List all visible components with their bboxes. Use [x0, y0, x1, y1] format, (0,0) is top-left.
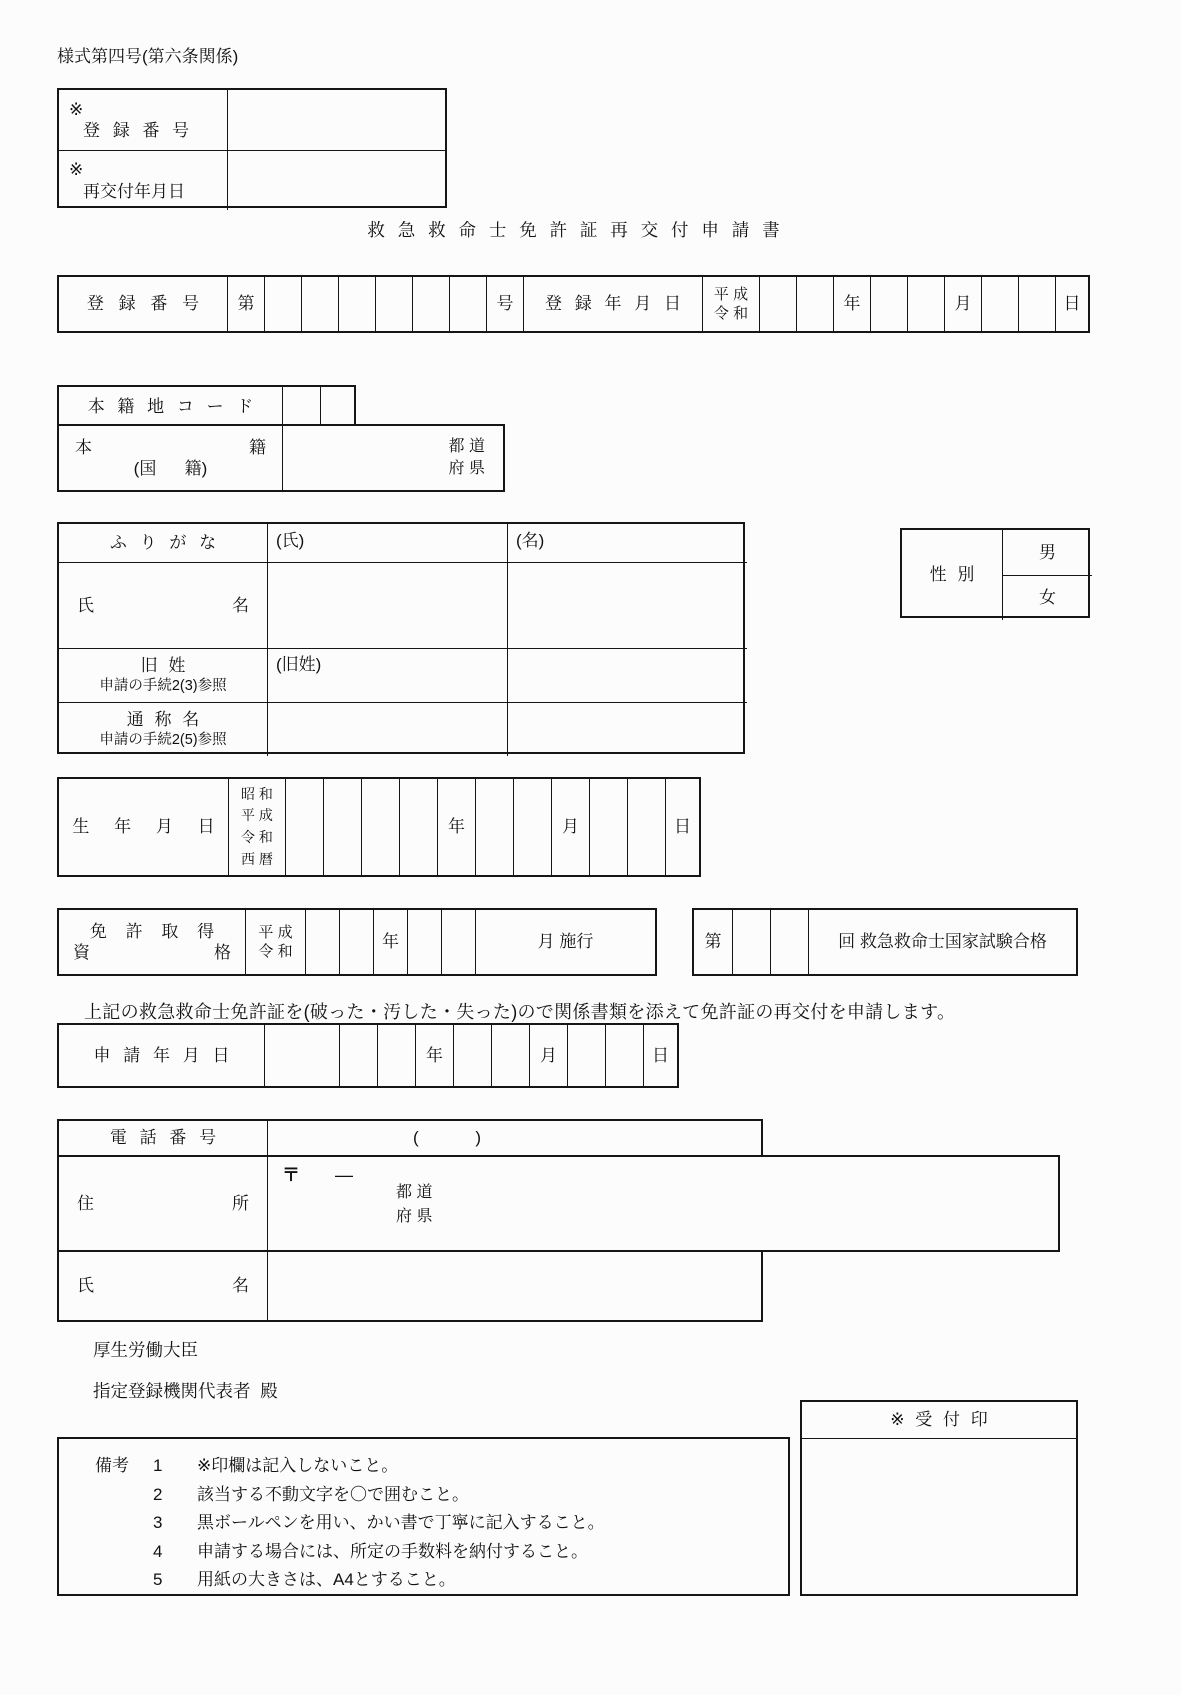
phone-row — [57, 1119, 763, 1157]
digit-cell — [589, 779, 627, 875]
digit-cell — [907, 277, 944, 331]
digit-cell — [441, 910, 475, 974]
sex-option-male — [1002, 530, 1092, 575]
name-mei-input-cell — [507, 562, 747, 648]
application-date-label: 申 請 年 月 日 — [93, 1045, 230, 1065]
license-era-cell — [245, 910, 305, 974]
era-cell — [702, 277, 759, 331]
office-registration-label: 登 録 番 号 — [83, 121, 190, 140]
sex-label: 性 別 — [929, 565, 975, 585]
oldname-ref: 申請の手続2(3)参照 — [99, 677, 227, 694]
notes-spacer — [95, 1566, 153, 1595]
license-label-cell — [59, 910, 245, 974]
digit-cell — [407, 910, 441, 974]
prefecture-label-line2: 府 県 — [396, 1208, 433, 1225]
prefecture-label-line2: 府 県 — [448, 460, 485, 477]
phone-value: ( ) — [413, 1128, 481, 1148]
digit-cell — [323, 779, 361, 875]
era-showa: 昭 和 — [241, 785, 273, 802]
note-number: 3 — [153, 1513, 163, 1532]
office-reissue-value-cell — [227, 150, 445, 210]
sex-label-cell — [902, 530, 1002, 620]
year-label: 年 — [843, 294, 861, 314]
male-label: 男 — [1039, 542, 1056, 562]
notes-spacer — [95, 1509, 153, 1538]
domicile-value-cell — [282, 426, 503, 490]
sei-header: (氏) — [276, 531, 305, 550]
name-sei-input-cell — [267, 562, 507, 648]
furigana-mei-cell — [507, 524, 747, 562]
note-number: 1 — [153, 1456, 163, 1475]
notes-label: 備考 — [95, 1456, 129, 1475]
note-number: 5 — [153, 1570, 163, 1589]
applicant-name-label-right: 名 — [232, 1276, 249, 1296]
digit-cell — [399, 779, 437, 875]
digit-cell — [513, 779, 551, 875]
note-text: 申請する場合には、所定の手数料を納付すること。 — [197, 1541, 588, 1561]
applicant-name-value-cell — [267, 1252, 761, 1320]
mei-header: (名) — [516, 531, 545, 550]
year-label: 年 — [382, 932, 399, 952]
office-reissue-label-cell — [59, 150, 227, 210]
notes-spacer — [95, 1538, 153, 1567]
registration-label: 登 録 番 号 — [86, 294, 200, 314]
phone-value-cell — [267, 1121, 761, 1155]
prefecture-label-line1: 都 道 — [448, 438, 485, 456]
digit-cell — [732, 910, 770, 974]
note-text: ※印欄は記入しないこと。 — [197, 1456, 399, 1475]
digit-cell — [627, 779, 665, 875]
name-label-right: 名 — [232, 595, 249, 615]
year-label: 年 — [448, 817, 465, 837]
female-label: 女 — [1039, 588, 1056, 608]
stamp-header — [802, 1402, 1076, 1439]
prefecture-label-line1: 都 道 — [396, 1184, 433, 1201]
digit-cell — [475, 779, 513, 875]
phone-label: 電 話 番 号 — [109, 1128, 217, 1148]
registration-number-row — [57, 275, 1090, 333]
license-label-left: 資 — [73, 943, 90, 962]
asterisk-mark: ※ — [69, 160, 84, 180]
stamp-label: ※ 受 付 印 — [890, 1410, 988, 1430]
digit-cell — [282, 387, 320, 426]
name-label-left: 氏 — [77, 595, 94, 615]
birth-date-row — [57, 777, 701, 877]
sex-box — [900, 528, 1090, 618]
note-number: 2 — [153, 1484, 163, 1504]
digit-cell — [981, 277, 1018, 331]
note-text: 黒ボールペンを用い、かい書で丁寧に記入すること。 — [197, 1513, 605, 1532]
birth-era-cell — [228, 779, 285, 875]
year-label: 年 — [426, 1045, 443, 1065]
applicant-name-label-left: 氏 — [77, 1276, 94, 1296]
digit-cell — [375, 277, 412, 331]
office-reissue-label: 再交付年月日 — [83, 181, 185, 201]
era-heisei: 平 成 — [241, 807, 273, 824]
day-label: 日 — [674, 817, 691, 837]
furigana-label-cell — [59, 524, 267, 562]
month-label: 月 — [540, 1045, 557, 1065]
birth-label: 生 年 月 日 — [72, 817, 215, 837]
digit-cell — [339, 1025, 377, 1086]
digit-cell — [377, 1025, 415, 1086]
sex-option-female — [1002, 575, 1092, 620]
digit-cell — [338, 277, 375, 331]
domicile-label-left: 本 — [75, 437, 92, 457]
national-exam-box — [692, 908, 1078, 976]
domicile-label-cell — [59, 426, 282, 490]
digit-cell — [870, 277, 907, 331]
address-label-left: 住 — [77, 1193, 94, 1213]
alias-label: 通 称 名 — [126, 710, 200, 730]
asterisk-mark: ※ — [69, 99, 84, 119]
number-suffix: 号 — [496, 294, 514, 314]
reception-stamp-box — [800, 1400, 1078, 1596]
month-label: 月 — [562, 817, 579, 837]
digit-cell — [301, 277, 338, 331]
name-table — [57, 522, 745, 754]
digit-cell — [320, 387, 354, 426]
domicile-row — [57, 424, 505, 492]
postal-mark-icon: 〒 — [282, 1165, 300, 1185]
month-enforce-label: 月 施行 — [537, 932, 594, 952]
office-registration-label-cell — [59, 90, 227, 150]
exam-prefix: 第 — [704, 932, 722, 952]
era-reiwa: 令 和 — [713, 305, 749, 322]
day-label: 日 — [652, 1045, 669, 1065]
address-row — [57, 1155, 1060, 1252]
domicile-code-row — [57, 385, 356, 426]
alias-ref: 申請の手続2(5)参照 — [99, 731, 227, 748]
era-blank-cell — [264, 1025, 339, 1086]
furigana-label: ふ り が な — [109, 533, 217, 553]
digit-cell — [491, 1025, 529, 1086]
registration-date-label: 登 録 年 月 日 — [545, 294, 681, 314]
digit-cell — [305, 910, 339, 974]
application-date-row — [57, 1023, 679, 1088]
stamp-area — [802, 1439, 1076, 1596]
notes-box — [57, 1437, 790, 1596]
oldname-label: 旧 姓 — [140, 656, 186, 676]
digit-cell — [361, 779, 399, 875]
digit-cell — [412, 277, 449, 331]
domicile-code-label: 本 籍 地 コ ー ド — [87, 396, 254, 416]
oldname-label-cell — [59, 648, 267, 702]
note-text: 用紙の大きさは、A4とすること。 — [197, 1570, 456, 1589]
digit-cell — [449, 277, 486, 331]
note-text: 該当する不動文字を〇で囲むこと。 — [197, 1484, 469, 1504]
address-label-right: 所 — [232, 1193, 249, 1213]
digit-cell — [770, 910, 808, 974]
license-acquisition-row — [57, 908, 657, 976]
applicant-name-row — [57, 1250, 763, 1322]
minister-line: 厚生労働大臣 — [93, 1340, 198, 1360]
form-title: 救 急 救 命 士 免 許 証 再 交 付 申 請 書 — [367, 220, 780, 240]
name-label-cell — [59, 562, 267, 648]
digit-cell — [453, 1025, 491, 1086]
domicile-label-right: 籍 — [249, 437, 266, 457]
postal-dash: — — [335, 1165, 354, 1185]
note-number: 4 — [153, 1541, 163, 1561]
number-prefix: 第 — [237, 294, 255, 314]
digit-cell — [567, 1025, 605, 1086]
oldname-input-cell — [267, 648, 507, 702]
address-value-cell — [267, 1157, 1058, 1250]
furigana-sei-cell — [267, 524, 507, 562]
month-label: 月 — [954, 294, 972, 314]
era-heisei: 平 成 — [713, 285, 749, 303]
digit-cell — [339, 910, 373, 974]
office-use-box — [57, 88, 447, 208]
era-reiwa: 令 和 — [241, 829, 273, 845]
alias-input-cell2 — [507, 702, 747, 756]
alias-label-cell — [59, 702, 267, 756]
domicile-label-sub: (国 籍) — [133, 459, 208, 478]
era-reiwa: 令 和 — [258, 943, 293, 960]
address-label-cell — [59, 1157, 267, 1250]
license-label-right: 格 — [214, 943, 231, 962]
oldname-input-cell2 — [507, 648, 747, 702]
office-registration-value-cell — [227, 90, 445, 150]
notes-spacer — [95, 1481, 153, 1510]
digit-cell — [1018, 277, 1055, 331]
day-label: 日 — [1063, 294, 1081, 314]
statement-text: 上記の救急救命士免許証を(破った・汚した・失った)ので関係書類を添えて免許証の再交付を申請します。 — [84, 1002, 956, 1022]
digit-cell — [285, 779, 323, 875]
form-code-text: 様式第四号(第六条関係) — [57, 47, 239, 66]
digit-cell — [796, 277, 833, 331]
alias-input-cell — [267, 702, 507, 756]
registrar-line: 指定登録機関代表者 殿 — [93, 1381, 278, 1401]
applicant-name-label-cell — [59, 1252, 267, 1320]
era-seireki: 西 暦 — [241, 850, 273, 867]
digit-cell — [759, 277, 796, 331]
digit-cell — [605, 1025, 643, 1086]
exam-text: 回 救急救命士国家試験合格 — [838, 932, 1047, 952]
license-label-line1: 免 許 取 得 — [89, 921, 215, 941]
oldname-header: (旧姓) — [276, 655, 322, 674]
era-heisei: 平 成 — [258, 923, 293, 941]
digit-cell — [264, 277, 301, 331]
